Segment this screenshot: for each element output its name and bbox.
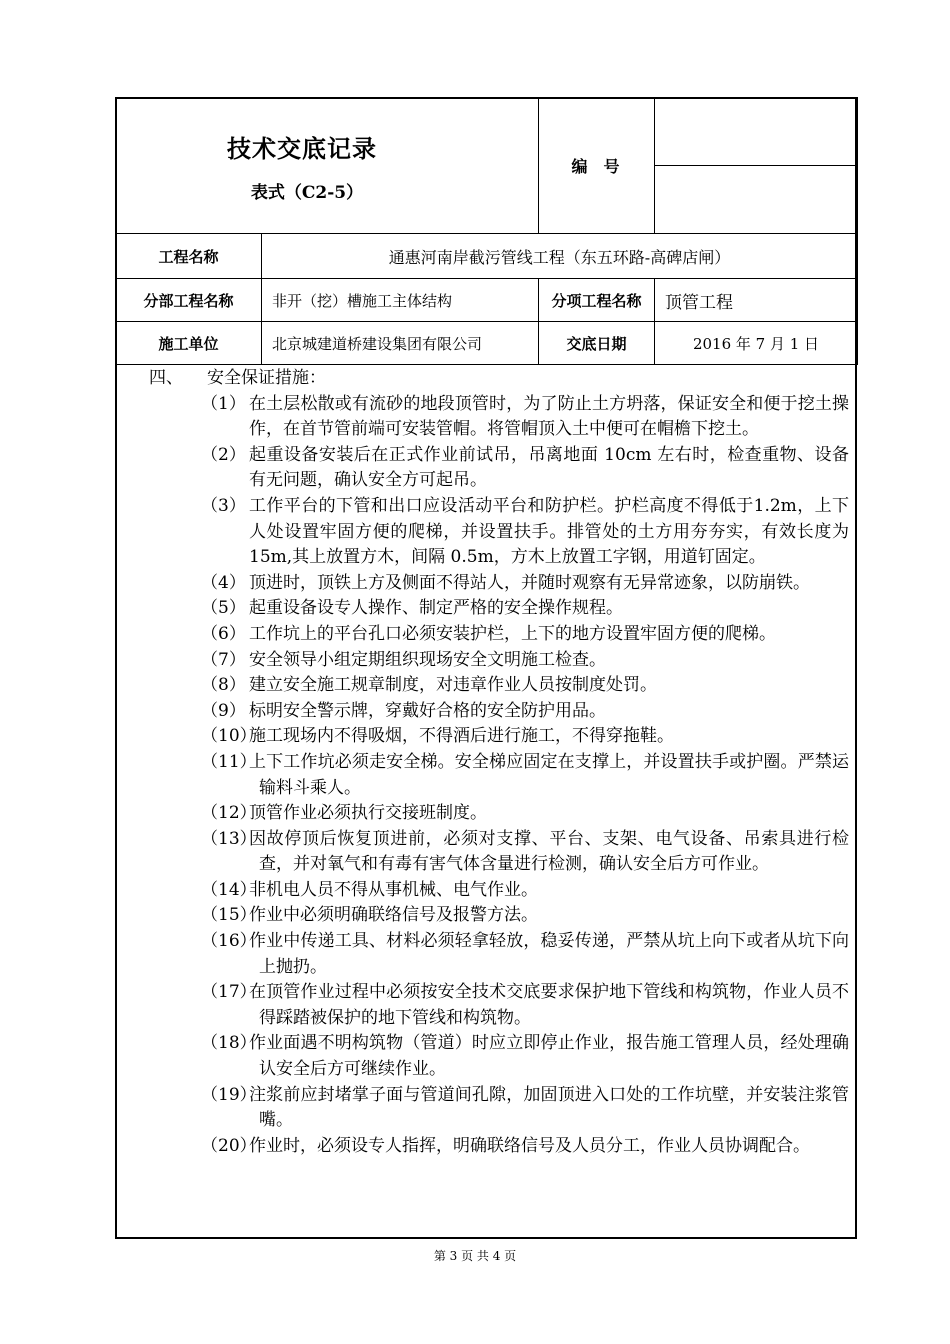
list-item-text: 在土层松散或有流砂的地段顶管时，为了防止土方坍落，保证安全和便于挖土操作，在首节管前端可安装管帽。将管帽顶入土中便可在帽檐下挖土。 <box>249 393 849 440</box>
list-item-number: （4） <box>201 572 246 593</box>
list-item <box>117 827 853 878</box>
number-label-cell <box>539 98 655 234</box>
list-item-number: （13） <box>201 828 257 849</box>
list-item-text: 起重设备安装后在正式作业前试吊，吊离地面 10cm 左右时，检查重物、设备有无问题，确认安全方可起吊。 <box>249 444 849 491</box>
list-item <box>117 1134 853 1160</box>
list-item <box>117 571 853 597</box>
list-item-text: 作业中传递工具、材料必须轻拿轻放，稳妥传递，严禁从坑上向下或者从坑下向上抛扔。 <box>249 931 849 977</box>
list-item <box>117 878 853 904</box>
section-number: 四、 <box>149 368 183 388</box>
list-item <box>117 1083 853 1134</box>
list-item-text: 工作平台的下管和出口应设活动平台和防护栏。护栏高度不得低于1.2m，上下人处设置牢固方便的爬梯，并设置扶手。排管处的土方用夯夯实，有效长度为 15m,其上放置方木，间隔 0.5m，方木上放置工字钢，用道钉固定。 <box>249 495 849 568</box>
list-item-text: 非机电人员不得从事机械、电气作业。 <box>249 879 538 900</box>
contractor-value: 北京城建道桥建设集团有限公司 <box>262 322 539 365</box>
list-item <box>117 980 853 1031</box>
measure-list <box>117 392 853 1160</box>
number-value-cell <box>655 98 858 234</box>
document-title: 技术交底记录 <box>227 133 377 163</box>
list-item-text: 作业面遇不明构筑物（管道）时应立即停止作业，报告施工管理人员，经处理确认安全后方可继续作业。 <box>249 1033 849 1080</box>
list-item-text: 在顶管作业过程中必须按安全技术交底要求保护地下管线和构筑物，作业人员不得踩踏被保护的地下管线和构筑物。 <box>249 982 849 1028</box>
list-item-text: 建立安全施工规章制度，对违章作业人员按制度处罚。 <box>249 675 657 696</box>
date-label: 交底日期 <box>539 322 655 365</box>
subitem-value: 顶管工程 <box>655 279 858 322</box>
list-item-number: （12） <box>201 803 257 824</box>
list-item-text: 标明安全警示牌，穿戴好合格的安全防护用品。 <box>249 700 606 721</box>
header-table <box>115 97 858 365</box>
list-item-text: 顶管作业必须执行交接班制度。 <box>249 803 487 824</box>
list-item-number: （7） <box>201 649 246 670</box>
list-item <box>117 392 853 443</box>
subitem-label: 分项工程名称 <box>539 279 655 322</box>
number-value-lower[interactable] <box>655 166 857 234</box>
list-item-text: 作业中必须明确联络信号及报警方法。 <box>249 905 538 926</box>
number-label: 编 号 <box>571 157 620 176</box>
project-name-label: 工程名称 <box>116 234 262 279</box>
list-item-number: （6） <box>201 623 246 644</box>
list-item-number: （10） <box>201 726 257 747</box>
list-item-text: 顶进时，顶铁上方及侧面不得站人，并随时观察有无异常迹象，以防崩铁。 <box>249 572 810 593</box>
list-item-text: 作业时，必须设专人指挥，明确联络信号及人员分工，作业人员协调配合。 <box>249 1135 810 1156</box>
list-item <box>117 1031 853 1082</box>
list-item <box>117 673 853 699</box>
list-item <box>117 443 853 494</box>
list-item-text: 施工现场内不得吸烟，不得酒后进行施工，不得穿拖鞋。 <box>249 726 674 747</box>
list-item-text: 上下工作坑必须走安全梯。安全梯应固定在支撑上，并设置扶手或护圈。严禁运输料斗乘人。 <box>249 751 849 798</box>
list-item-text: 因故停顶后恢复顶进前，必须对支撑、平台、支架、电气设备、吊索具进行检查，并对氧气和有毒有害气体含量进行检测，确认安全后方可作业。 <box>249 828 849 875</box>
division-label: 分部工程名称 <box>116 279 262 322</box>
list-item-number: （8） <box>201 675 246 696</box>
list-item-number: （3） <box>201 495 246 516</box>
list-item-number: （1） <box>201 393 246 414</box>
list-item-number: （16） <box>201 931 257 952</box>
list-item-number: （20） <box>201 1135 257 1156</box>
list-item-number: （2） <box>201 444 246 465</box>
list-item-number: （17） <box>201 982 257 1003</box>
page-footer: 第 3 页 共 4 页 <box>433 1249 517 1263</box>
list-item-number: （14） <box>201 879 257 900</box>
list-item-text: 工作坑上的平台孔口必须安装护栏，上下的地方设置牢固方便的爬梯。 <box>249 623 776 644</box>
section-title: 安全保证措施： <box>207 368 326 388</box>
list-item <box>117 699 853 725</box>
list-item-number: （19） <box>201 1084 257 1105</box>
list-item <box>117 648 853 674</box>
section-heading <box>117 366 853 392</box>
list-item <box>117 724 853 750</box>
number-value-upper[interactable] <box>655 98 857 166</box>
list-item <box>117 494 853 571</box>
division-value: 非开（挖）槽施工主体结构 <box>262 279 539 322</box>
list-item <box>117 903 853 929</box>
list-item <box>117 801 853 827</box>
contractor-label: 施工单位 <box>116 322 262 365</box>
title-cell <box>116 98 539 234</box>
list-item-text: 起重设备设专人操作、制定严格的安全操作规程。 <box>249 598 623 619</box>
list-item-number: （18） <box>201 1033 257 1054</box>
list-item-number: （11） <box>201 751 257 772</box>
list-item <box>117 622 853 648</box>
number-box <box>655 98 857 233</box>
list-item <box>117 596 853 622</box>
list-item-number: （15） <box>201 905 257 926</box>
list-item-text: 安全领导小组定期组织现场安全文明施工检查。 <box>249 649 606 670</box>
list-item-number: （5） <box>201 598 246 619</box>
form-code: 表式（C2-5） <box>250 182 364 203</box>
list-item <box>117 929 853 980</box>
list-item-number: （9） <box>201 700 246 721</box>
content-body <box>117 366 853 1159</box>
list-item <box>117 750 853 801</box>
project-name-value: 通惠河南岸截污管线工程（东五环路-高碑店闸） <box>262 234 858 279</box>
date-value: 2016 年 7 月 1 日 <box>655 322 858 365</box>
list-item-text: 注浆前应封堵掌子面与管道间孔隙，加固顶进入口处的工作坑壁，并安装注浆管嘴。 <box>249 1084 849 1131</box>
